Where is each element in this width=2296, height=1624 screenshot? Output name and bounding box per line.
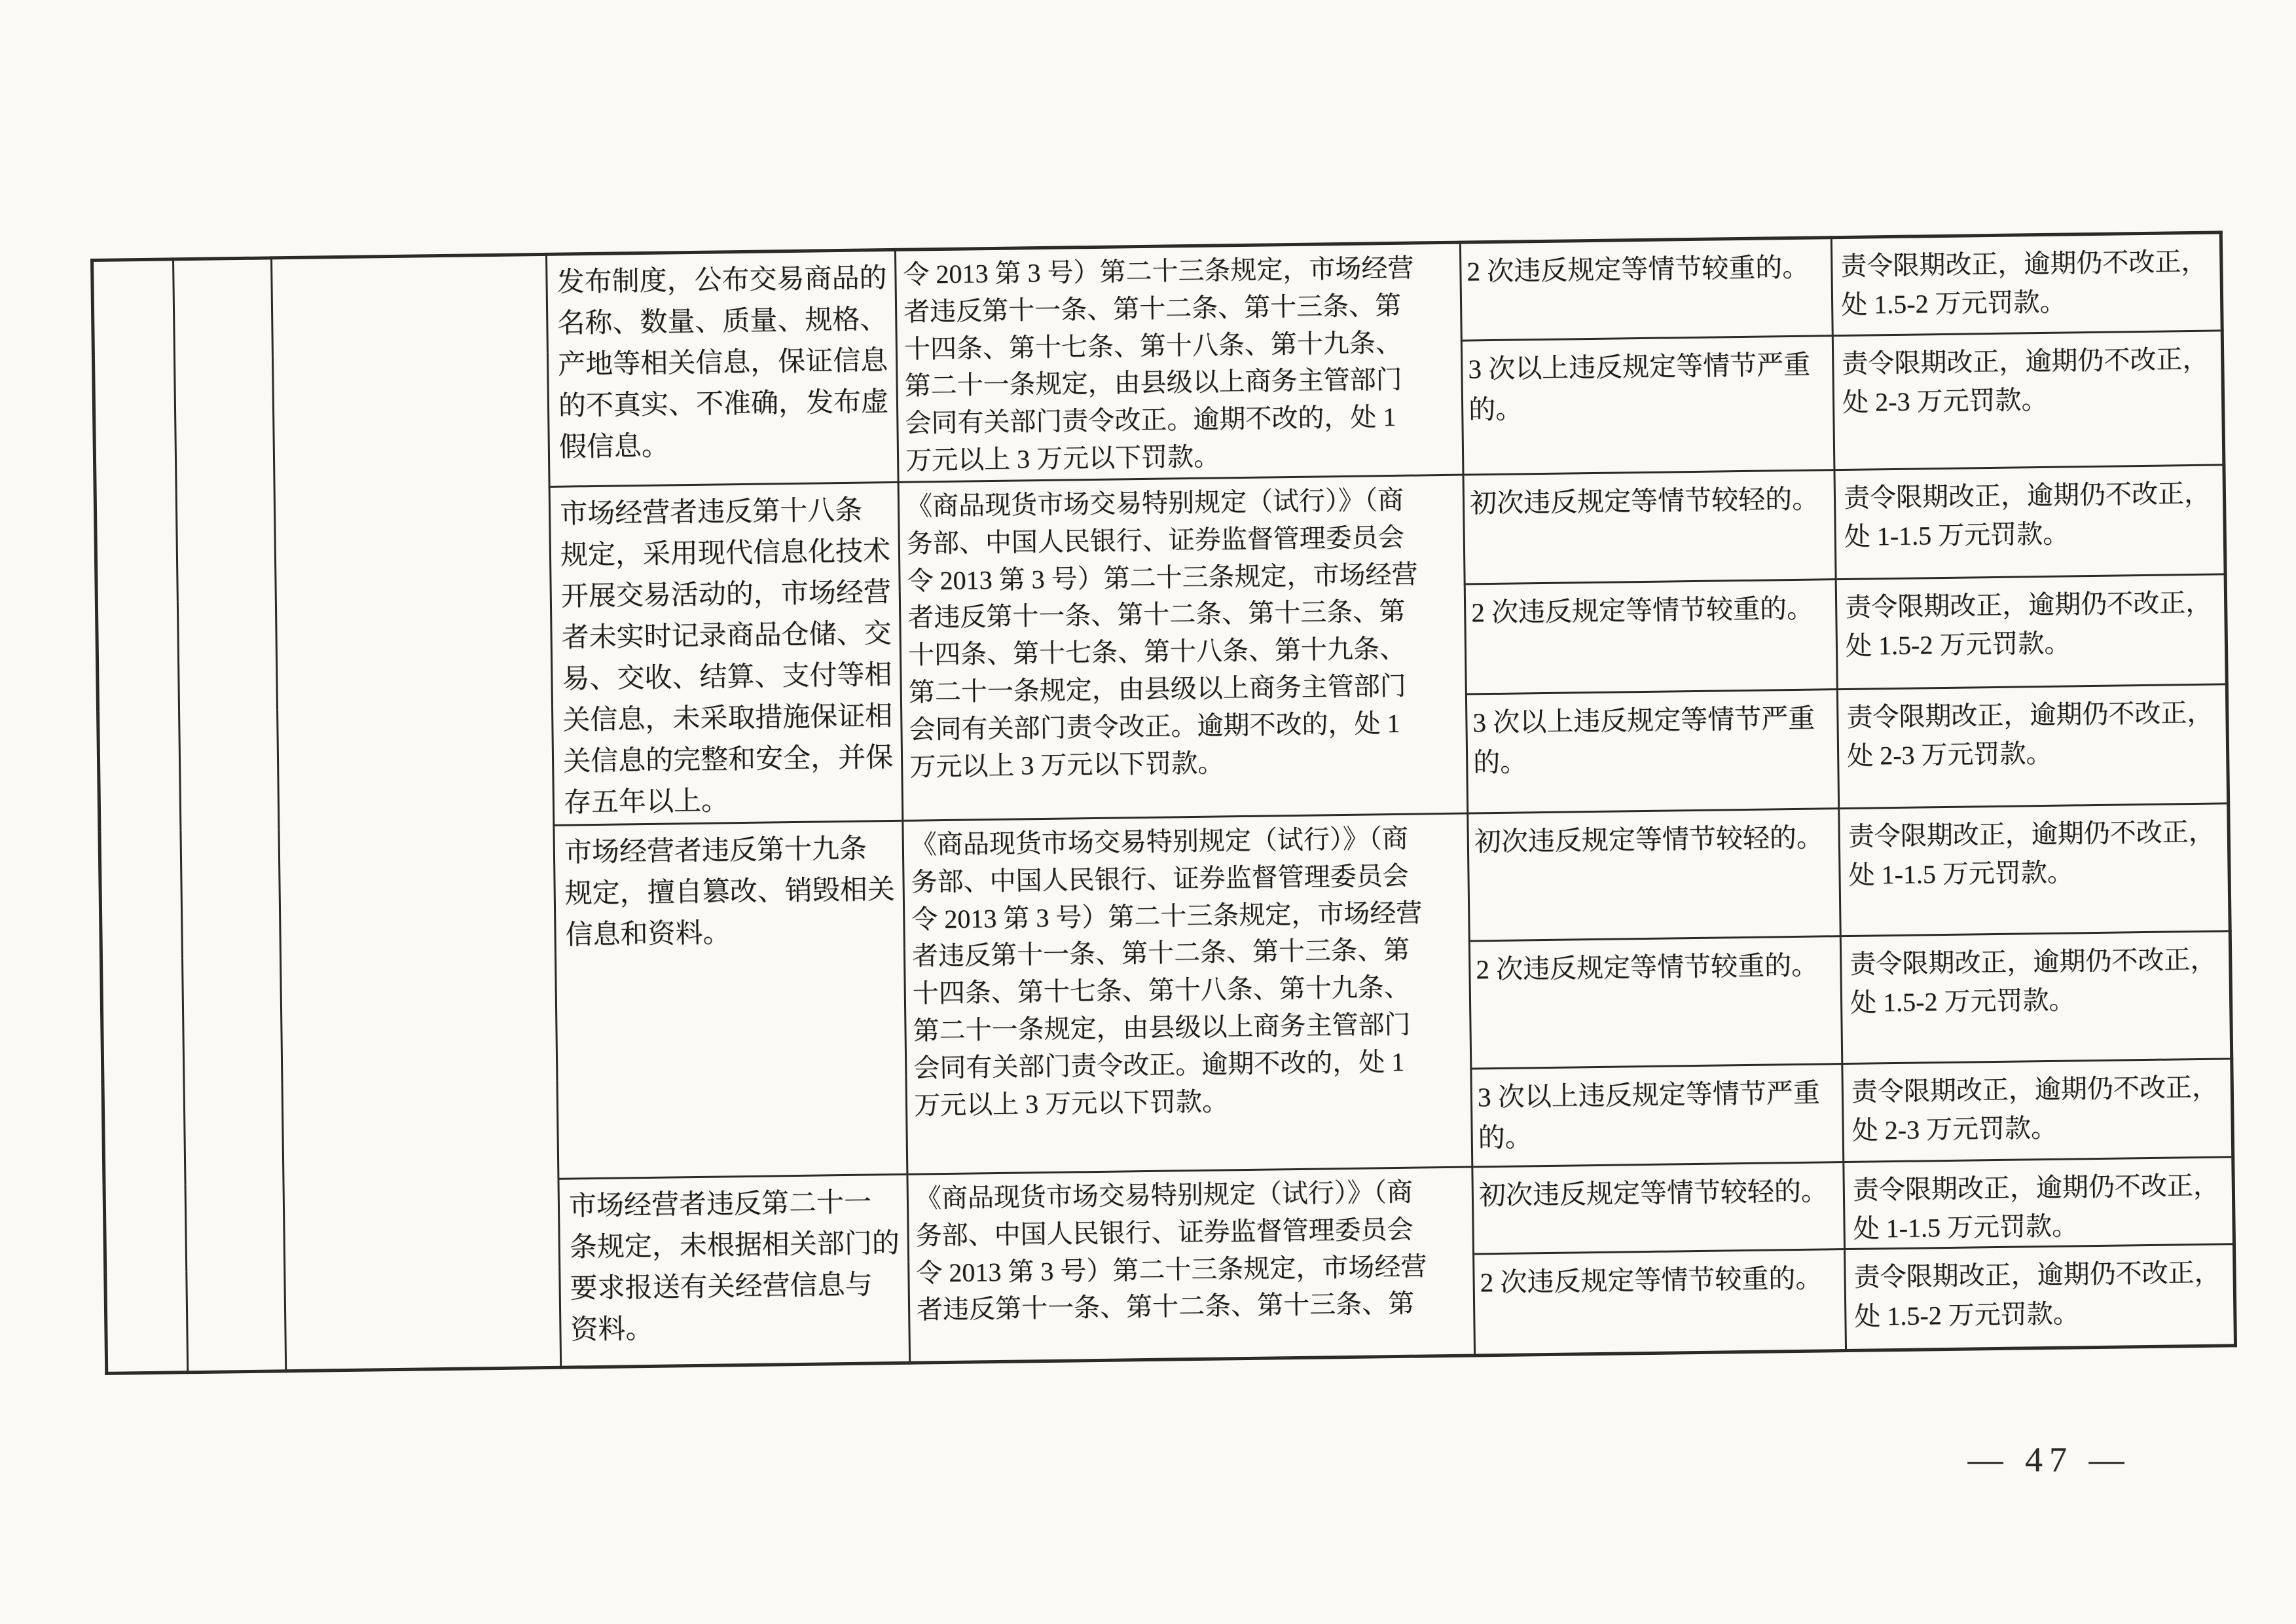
left-empty-column-1: [92, 259, 188, 1374]
circumstance-cell: 2 次违反规定等情节较重的。: [1465, 580, 1837, 694]
penalty-cell: 责令限期改正，逾期仍不改正， 处 1.5-2 万元罚款。: [1836, 574, 2227, 689]
page-number: — 47 —: [1967, 1440, 2131, 1479]
violation-cell-block4: 市场经营者违反第二十一 条规定，未根据相关部门的 要求报送有关经营信息与 资料。: [558, 1174, 910, 1367]
legal-basis-cell-block4: 《商品现货市场交易特别规定（试行）》（商 务部、中国人民银行、证券监督管理委员会 令 2013 第 3 号）第二十三条规定，市场经营 者违反第十一条、第十二条、第十三条、第: [907, 1167, 1475, 1363]
penalty-cell: 责令限期改正，逾期仍不改正， 处 2-3 万元罚款。: [1842, 1059, 2233, 1162]
legal-basis-cell-block3: 《商品现货市场交易特别规定（试行）》（商 务部、中国人民银行、证券监督管理委员会 令 2013 第 3 号）第二十三条规定，市场经营 者违反第十一条、第十二条、第十三条、第 十四条、第十七条、第十八条、第十九条、 第二十一条规定，由县级以上商务主管部门 会同有关部门责令改正。逾期不改的，处 1 万元以上 3 万元以下罚款。: [903, 813, 1472, 1174]
violation-cell-block1: 发布制度，公布交易商品的 名称、数量、质量、规格、 产地等相关信息，保证信息 的不真实、不准确，发布虚 假信息。: [546, 249, 898, 487]
penalty-cell: 责令限期改正，逾期仍不改正， 处 2-3 万元罚款。: [1837, 684, 2228, 808]
penalty-cell: 责令限期改正，逾期仍不改正， 处 1.5-2 万元罚款。: [1831, 232, 2222, 336]
penalty-cell: 责令限期改正，逾期仍不改正， 处 1-1.5 万元罚款。: [1844, 1157, 2234, 1249]
penalty-cell: 责令限期改正，逾期仍不改正， 处 1.5-2 万元罚款。: [1840, 931, 2232, 1064]
penalty-cell: 责令限期改正，逾期仍不改正， 处 2-3 万元罚款。: [1832, 331, 2224, 470]
violation-cell-block3: 市场经营者违反第十九条 规定，擅自篡改、销毁相关 信息和资料。: [554, 821, 907, 1179]
circumstance-cell: 初次违反规定等情节较轻的。: [1468, 809, 1841, 941]
circumstance-cell: 3 次以上违反规定等情节严重 的。: [1466, 689, 1838, 813]
circumstance-cell: 2 次违反规定等情节较重的。: [1469, 936, 1842, 1069]
circumstance-cell: 初次违反规定等情节较轻的。: [1463, 470, 1836, 585]
circumstance-cell: 2 次违反规定等情节较重的。: [1474, 1249, 1846, 1356]
circumstance-cell: 3 次以上违反规定等情节严重 的。: [1461, 336, 1834, 475]
legal-basis-cell-block1: 令 2013 第 3 号）第二十三条规定，市场经营 者违反第十一条、第十二条、第十三条、第 十四条、第十七条、第十八条、第十九条、 第二十一条规定，由县级以上商务主管部门 会同有关部门责令改正。逾期不改的，处 1 万元以上 3 万元以下罚款。: [895, 242, 1463, 482]
penalty-cell: 责令限期改正，逾期仍不改正， 处 1.5-2 万元罚款。: [1845, 1244, 2236, 1351]
legal-basis-cell-block2: 《商品现货市场交易特别规定（试行）》（商 务部、中国人民银行、证券监督管理委员会 令 2013 第 3 号）第二十三条规定，市场经营 者违反第十一条、第十二条、第十三条、第 十四条、第十七条、第十八条、第十九条、 第二十一条规定，由县级以上商务主管部门 会同有关部门责令改正。逾期不改的，处 1 万元以上 3 万元以下罚款。: [898, 475, 1468, 821]
left-empty-column-2: [173, 258, 286, 1373]
circumstance-cell: 3 次以上违反规定等情节严重 的。: [1471, 1064, 1844, 1167]
table-skew-wrapper: [90, 231, 2237, 1375]
penalty-cell: 责令限期改正，逾期仍不改正， 处 1-1.5 万元罚款。: [1834, 465, 2225, 580]
violation-cell-block2: 市场经营者违反第十八条 规定，采用现代信息化技术 开展交易活动的，市场经营 者未实时记录商品仓储、交 易、交收、结算、支付等相 关信息，未采取措施保证相 关信息的完整和安全，并保 存五年以上。: [549, 482, 903, 825]
circumstance-cell: 初次违反规定等情节较轻的。: [1472, 1162, 1845, 1255]
circumstance-cell: 2 次违反规定等情节较重的。: [1460, 238, 1832, 341]
penalty-table: [90, 231, 2237, 1375]
penalty-cell: 责令限期改正，逾期仍不改正， 处 1-1.5 万元罚款。: [1839, 803, 2231, 936]
left-empty-column-3: [272, 254, 561, 1371]
